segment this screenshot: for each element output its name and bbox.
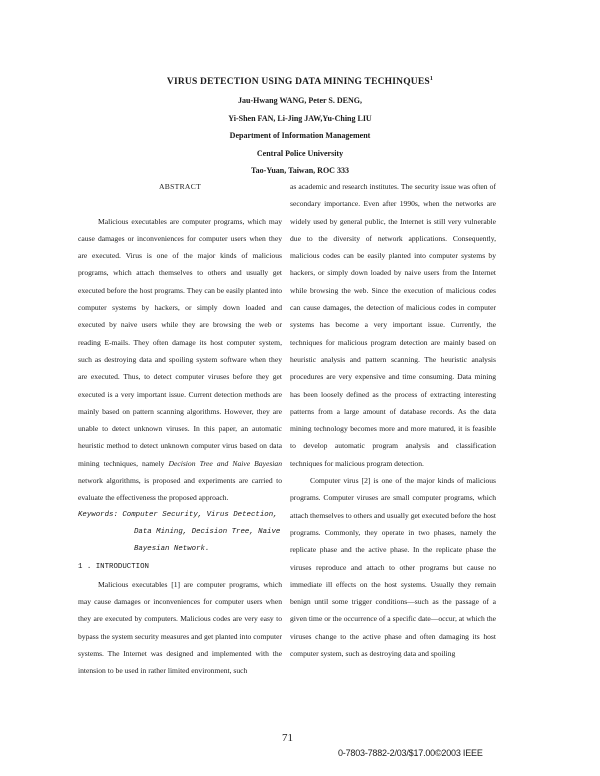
- title-text: VIRUS DETECTION USING DATA MINING TECHINQUES: [166, 77, 430, 88]
- page-number: 71: [282, 732, 293, 744]
- intro-paragraph-left: Malicious executables [1] are computer programs, which may cause damages or inconveniences for computer users when they are executed by computers. Malicious codes are very easy to bypass the system security measures and get planted into computer systems. The Internet was designed and implemented with the intension to be used in rather limited environment, such: [78, 579, 282, 676]
- keywords-line-1: [78, 507, 282, 524]
- abstract-method-1: Decision Tree: [168, 458, 213, 468]
- section-heading-introduction: 1 . INTRODUCTION: [78, 562, 149, 571]
- abstract-and: and: [216, 458, 229, 468]
- location: Tao-Yuan, Taiwan, ROC 333: [251, 166, 349, 176]
- intro-paragraph-right-2: Computer virus [2] is one of the major kinds of malicious programs. Computer viruses are small computer programs, which attach themselves to others and usually get executed before the host programs. Commonly, they operate in two phases, namely the replicate phase and the active phase. In the replicate phase the viruses reproduce and attach to other programs but cause no immediate ill effects on the host systems. Usually they remain benign until some trigger conditions—such as the passage of a given time or the occurrence of a specific date—occur, at which the viruses change to the active phase and often damaging its host computer system, such as destroying data and spoiling: [290, 476, 496, 659]
- keywords-line-2: Data Mining, Decision Tree, Naive: [134, 527, 281, 536]
- abstract-end: network algorithms, is proposed and experiments are carried to evaluate the effectiveness the proposed approach.: [78, 476, 282, 503]
- abstract-method-2: Naive Bayesian: [232, 458, 283, 468]
- intro-paragraph-right-1: as academic and research institutes. The security issue was often of secondary importance. Even after 1990s, when the networks are widely used by general public, the Internet is still very vulnerable due to the diversity of network applications. Consequently, malicious codes can be easily planted into computer systems by hackers, or simply down loaded by naive users from the Internet while browsing the web. Since the execution of malicious codes can cause damages, the detection of malicious codes in computer systems has become a very important issue. Currently, the techniques for malicious program detection are mainly based on heuristic analysis and pattern scanning. The heuristic analysis procedures are very expensive and time consuming. Data mining has been loosely defined as the process of extracting interesting patterns from a large amount of database records. As the data mining technology becomes more and more matured, it is feasible to develop automatic program analysis and classification techniques for malicious program detection.: [290, 182, 496, 468]
- abstract-spacer: [78, 195, 282, 212]
- keywords-label: Keywords:: [78, 510, 118, 519]
- paper-title: [0, 76, 600, 87]
- university: Central Police University: [256, 148, 344, 158]
- right-column: [290, 178, 496, 662]
- department: Department of Information Management: [229, 131, 371, 141]
- keywords: [78, 507, 282, 559]
- authors-line-1: Jau-Hwang WANG, Peter S. DENG,: [238, 96, 362, 106]
- left-column: [78, 178, 282, 680]
- authors-line-2: Yi-Shen FAN, Li-Jing JAW,Yu-Ching LIU: [228, 113, 372, 123]
- abstract-heading: ABSTRACT: [158, 182, 202, 191]
- title-footnote-mark: 1: [429, 76, 434, 82]
- paper-header: [0, 76, 600, 184]
- keywords-line-3: Bayesian Network.: [134, 545, 210, 554]
- copyright-notice: 0-7803-7882-2/03/$17.00©2003 IEEE: [338, 748, 483, 758]
- keywords-text-1: Computer Security, Virus Detection,: [122, 510, 278, 519]
- abstract-text: Malicious executables are computer programs, which may cause damages or inconveniences for computer users when they are executed. Virus is one of the major kinds of malicious programs, which attach themselves to others and usually get executed before the host programs. They can be easily planted into computer systems by hackers, or simply down loaded and executed by naive users while they are browsing the web or reading E-mails. They often damage its host computer system, such as destroying data and spoiling system software when they are executed. Thus, to detect computer viruses before they get executed is a very important issue. Current detection methods are mainly based on pattern scanning algorithms. However, they are unable to detect unknown viruses. In this paper, an automatic heuristic method to detect unknown computer virus based on data mining techniques, namely: [78, 216, 282, 468]
- abstract-paragraph: [78, 213, 282, 507]
